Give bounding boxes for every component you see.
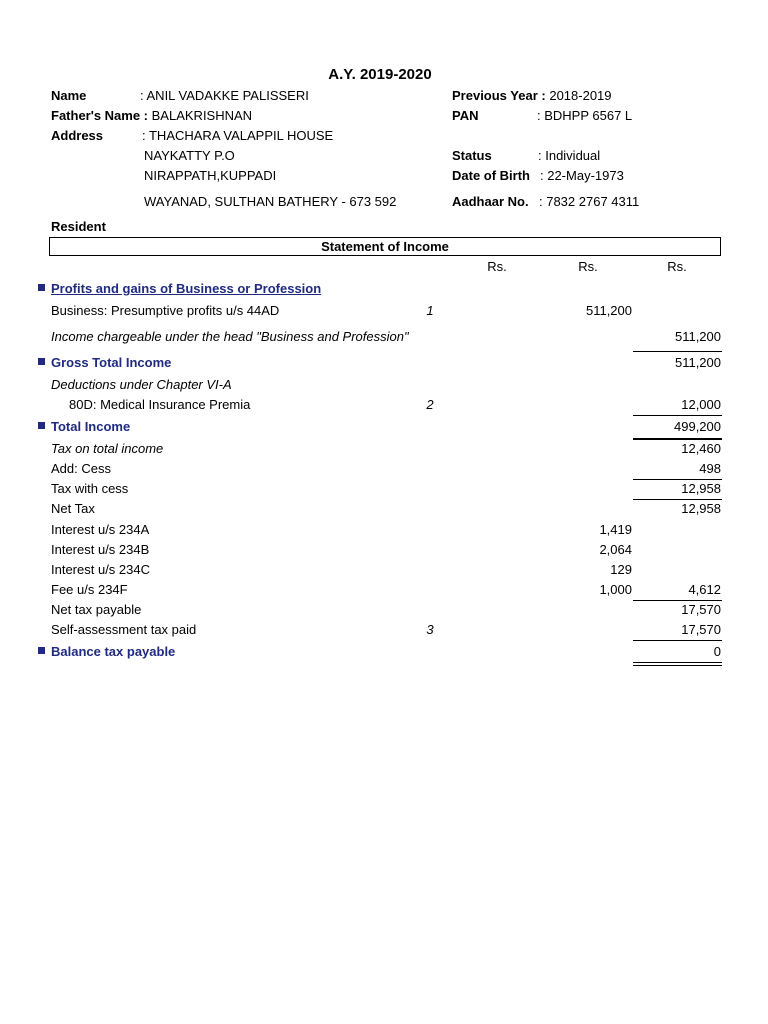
balance-label: Balance tax payable [51,644,176,659]
col-header-2: Rs. [578,259,598,274]
net-tax-label: Net Tax [51,501,95,516]
previous-year-row [452,88,612,104]
rule [633,351,722,352]
pan-value: : BDHPP 6567 L [537,108,633,123]
business-item-note: 1 [426,303,434,318]
tax-on-total-label: Tax on total income [51,441,164,456]
status-label: Status [452,148,492,163]
col-header-3: Rs. [667,259,687,274]
balance-amount: 0 [713,644,721,659]
rule [633,600,722,601]
address-line-2: NAYKATTY P.O [144,148,235,163]
rule [633,499,722,500]
gti-label: Gross Total Income [51,355,172,370]
tax-with-cess-amount: 12,958 [681,481,721,496]
rule [633,665,722,666]
total-income-amount: 499,200 [674,419,721,434]
ded-80d-label: 80D: Medical Insurance Premia [69,397,251,412]
page-title: A.Y. 2019-2020 [328,66,432,83]
gti-amount: 511,200 [674,355,721,370]
business-head: Profits and gains of Business or Profession [51,281,322,296]
total-income-label: Total Income [51,419,131,434]
address-line-3: NIRAPPATH,KUPPADI [144,168,277,183]
name-value: : ANIL VADAKKE PALISSERI [140,88,309,103]
net-payable-amount: 17,570 [681,602,721,617]
int-234c-amount: 129 [610,562,632,577]
address-line-4: WAYANAD, SULTHAN BATHERY - 673 592 [144,194,397,209]
net-payable-label: Net tax payable [51,602,142,617]
sat-paid-note: 3 [426,622,434,637]
rule [633,640,722,641]
cess-amount: 498 [699,461,721,476]
interest-total-amount: 4,612 [688,582,721,597]
aadhaar-label: Aadhaar No. [452,194,529,209]
bullet-icon [38,422,45,429]
aadhaar-value: : 7832 2767 4311 [539,194,640,209]
business-chargeable-label: Income chargeable under the head "Business and Profession" [51,329,409,344]
name-label: Name [51,88,87,103]
father-name-label: Father's Name : [51,108,149,123]
father-name-row [51,108,252,124]
bullet-icon [38,358,45,365]
ded-80d-note: 2 [426,397,434,412]
business-chargeable-amount: 511,200 [674,329,721,344]
statement-heading-box [49,237,721,256]
business-item-amount: 511,200 [585,303,632,318]
previous-year-value: 2018-2019 [549,88,612,103]
bullet-icon [38,647,45,654]
int-234c-label: Interest u/s 234C [51,562,150,577]
deductions-label: Deductions under Chapter VI-A [51,377,232,392]
residency-status: Resident [51,219,106,234]
dob-value: : 22-May-1973 [540,168,624,183]
int-234a-label: Interest u/s 234A [51,522,150,537]
int-234b-label: Interest u/s 234B [51,542,150,557]
address-label: Address [51,128,104,143]
previous-year-label: Previous Year : [452,88,546,103]
business-item-label: Business: Presumptive profits u/s 44AD [51,303,280,318]
net-tax-amount: 12,958 [681,501,721,516]
ded-80d-amount: 12,000 [681,397,721,412]
fee-234f-amount: 1,000 [599,582,632,597]
int-234a-amount: 1,419 [599,522,632,537]
int-234b-amount: 2,064 [599,542,632,557]
cess-label: Add: Cess [51,461,111,476]
father-name-value: BALAKRISHNAN [151,108,253,123]
bullet-icon [38,284,45,291]
statement-heading: Statement of Income [321,239,449,254]
address-line-1: : THACHARA VALAPPIL HOUSE [142,128,334,143]
rule [633,438,722,440]
rule [633,479,722,480]
pan-label: PAN [452,108,479,123]
rule [633,662,722,663]
sat-paid-label: Self-assessment tax paid [51,622,197,637]
col-header-1: Rs. [487,259,507,274]
dob-label: Date of Birth [452,168,530,183]
rule [633,415,722,416]
status-value: : Individual [538,148,601,163]
tax-on-total-amount: 12,460 [681,441,721,456]
tax-with-cess-label: Tax with cess [51,481,129,496]
sat-paid-amount: 17,570 [681,622,721,637]
fee-234f-label: Fee u/s 234F [51,582,128,597]
